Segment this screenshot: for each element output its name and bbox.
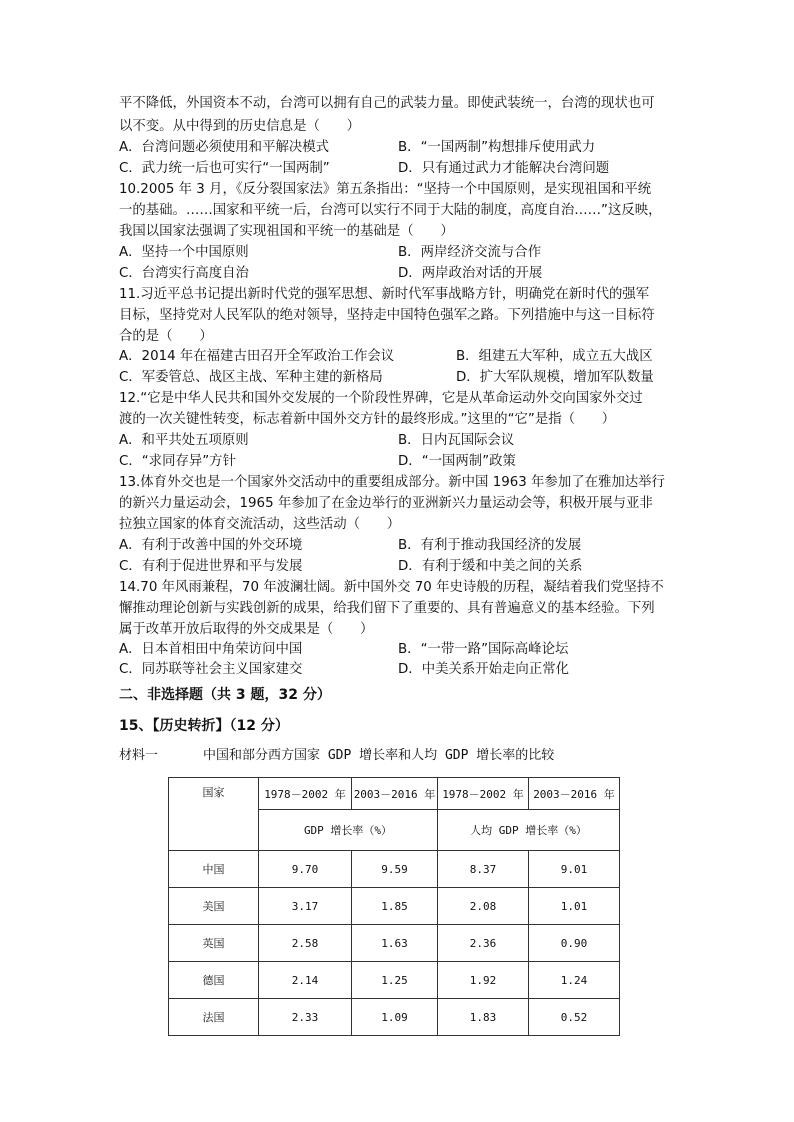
table-row [169,925,620,962]
q14-option-a: A．日本首相田中角荣访问中国 [119,642,303,657]
question-15-title: 15、【历史转折】（12 分） [119,718,289,734]
value-cell: 1.24 [529,962,620,999]
q13-text-line: 13.体育外交也是一个国家外交活动中的重要组成部分。新中国 1963 年参加了在雅加达举行 [119,475,665,490]
q11-text-line: 11.习近平总书记提出新时代党的强军思想、新时代军事战略方针，明确党在新时代的强军 [119,287,650,302]
value-cell: 9.70 [259,851,352,888]
value-cell: 1.83 [438,999,529,1036]
q10-text-line: 10.2005 年 3 月，《反分裂国家法》第五条指出：“坚持一个中国原则，是实现祖国和平统 [119,182,652,197]
table-caption: 中国和部分西方国家 GDP 增长率和人均 GDP 增长率的比较 [203,748,555,763]
q11-option-d: D．扩大军队规模，增加军队数量 [456,370,654,385]
period-header: 2003－2016 年 [529,778,620,810]
q10-text-line: 一的基础。……国家和平统一后，台湾可以实行不同于大陆的制度，高度自治……”这反映， [119,203,662,218]
value-cell: 8.37 [438,851,529,888]
value-cell: 1.01 [529,888,620,925]
q9-text-line: 平不降低，外国资本不动，台湾可以拥有自己的武装力量。即使武装统一，台湾的现状也可 [119,96,655,111]
gdp-growth-table [168,777,620,1036]
country-cell: 德国 [169,962,259,999]
period-header: 1978－2002 年 [259,778,352,810]
value-cell: 1.92 [438,962,529,999]
value-cell: 1.09 [352,999,438,1036]
country-cell: 美国 [169,888,259,925]
country-header: 国家 [169,778,259,851]
q13-text-line: 的新兴力量运动会，1965 年参加了在金边举行的亚洲新兴力量运动会等，积极开展与亚非 [119,496,653,511]
table-row [169,851,620,888]
period-header: 2003－2016 年 [352,778,438,810]
value-cell: 9.01 [529,851,620,888]
q11-text-line: 目标，坚持党对人民军队的绝对领导，坚持走中国特色强军之路。下列措施中与这一目标符 [119,308,655,323]
q13-option-b: B．有利于推动我国经济的发展 [398,538,582,553]
q9-option-a: A．台湾问题必须使用和平解决模式 [119,140,330,155]
q14-option-b: B．“一带一路”国际高峰论坛 [398,642,569,657]
q13-option-d: D．有利于缓和中美之间的关系 [398,559,583,574]
value-cell: 9.59 [352,851,438,888]
value-cell: 2.33 [259,999,352,1036]
q11-text-line: 合的是（ ） [119,329,213,344]
q10-text-line: 我国以国家法强调了实现祖国和平统一的基础是（ ） [119,224,454,239]
q12-option-d: D．“一国两制”政策 [398,454,516,469]
country-cell: 中国 [169,851,259,888]
q12-option-a: A．和平共处五项原则 [119,433,249,448]
value-cell: 2.36 [438,925,529,962]
country-cell: 英国 [169,925,259,962]
table-row [169,888,620,925]
q10-option-c: C．台湾实行高度自治 [119,266,249,281]
value-cell: 0.90 [529,925,620,962]
gdp-growth-header: GDP 增长率（%） [259,810,438,851]
q13-option-c: C．有利于促进世界和平与发展 [119,559,303,574]
q13-text-line: 拉独立国家的体育交流活动，这些活动（ ） [119,517,401,532]
q10-option-b: B．两岸经济交流与合作 [398,245,542,260]
q12-text-line: 12.“它是中华人民共和国外交发展的一个阶段性界碑，它是从革命运动外交向国家外交过 [119,391,643,406]
q14-text-line: 14.70 年风雨兼程，70 年波澜壮阔。新中国外交 70 年史诗般的历程，凝结着我们党坚持不 [119,580,664,595]
q10-option-d: D．两岸政治对话的开展 [398,266,543,281]
value-cell: 2.14 [259,962,352,999]
q11-option-b: B．组建五大军种，成立五大战区 [456,349,653,364]
value-cell: 1.85 [352,888,438,925]
value-cell: 1.63 [352,925,438,962]
value-cell: 0.52 [529,999,620,1036]
q11-option-c: C．军委管总、战区主战、军种主建的新格局 [119,370,383,385]
value-cell: 2.08 [438,888,529,925]
table-row [169,999,620,1036]
q11-option-a: A．2014 年在福建古田召开全军政治工作会议 [119,349,395,364]
q9-option-c: C．武力统一后也可实行“一国两制” [119,161,330,176]
q13-option-a: A．有利于改善中国的外交环境 [119,538,303,553]
value-cell: 1.25 [352,962,438,999]
table-row [169,962,620,999]
q14-text-line: 属于改革开放后取得的外交成果是（ ） [119,622,374,637]
q14-option-d: D．中美关系开始走向正常化 [398,662,569,677]
q9-text-line: 以不变。从中得到的历史信息是（ ） [119,119,361,134]
q14-option-c: C．同苏联等社会主义国家建交 [119,662,303,677]
q12-option-c: C．“求同存异”方针 [119,454,236,469]
material-label: 材料一 [119,748,159,763]
per-capita-gdp-growth-header: 人均 GDP 增长率（%） [438,810,620,851]
q14-text-line: 懈推动理论创新与实践创新的成果，给我们留下了重要的、具有普遍意义的基本经验。下列 [119,601,655,616]
q12-text-line: 渡的一次关键性转变，标志着新中国外交方针的最终形成。”这里的“它”是指（ ） [119,412,616,427]
table-header-row [169,778,620,810]
q9-option-d: D．只有通过武力才能解决台湾问题 [398,161,610,176]
section-title: 二、非选择题（共 3 题，32 分） [119,687,331,703]
value-cell: 3.17 [259,888,352,925]
value-cell: 2.58 [259,925,352,962]
q12-option-b: B．日内瓦国际会议 [398,433,515,448]
country-cell: 法国 [169,999,259,1036]
q10-option-a: A．坚持一个中国原则 [119,245,249,260]
q9-option-b: B．“一国两制”构想排斥使用武力 [398,140,596,155]
period-header: 1978－2002 年 [438,778,529,810]
